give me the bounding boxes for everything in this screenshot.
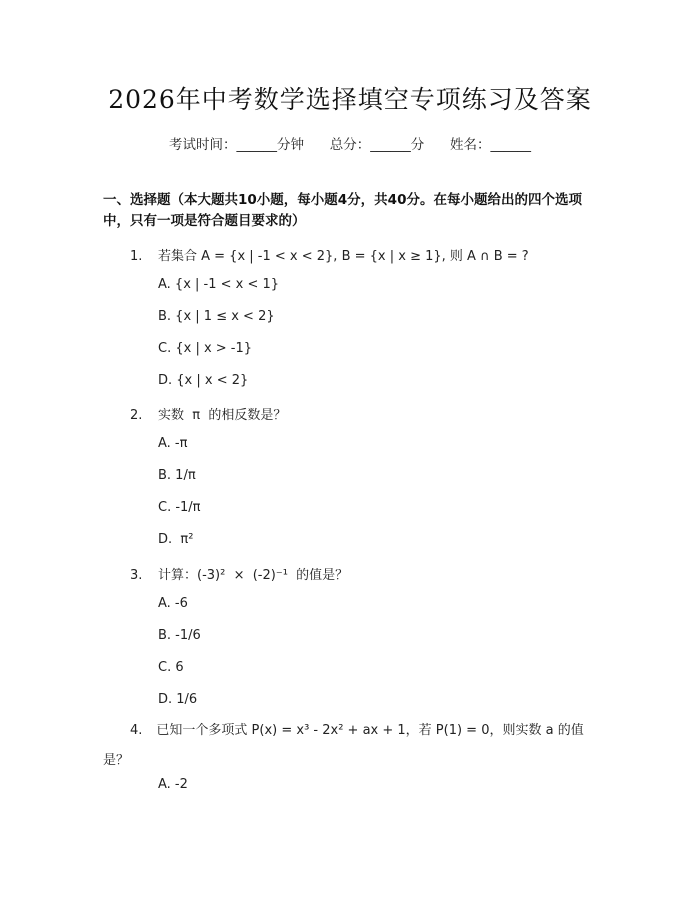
option-3a: A. -6 [158, 596, 188, 611]
section-heading: 一、选择题（本大题共10小题，每小题4分，共40分。在每小题给出的四个选项中，只有一项是符合题目要求的） [103, 192, 582, 229]
question-text: 若集合 A = {x | -1 < x < 2}, B = {x | x ≥ 1}, 则 A ∩ B = ? [158, 249, 529, 264]
option-2c: C. -1/π [158, 500, 201, 515]
question-number: 2. [130, 408, 143, 423]
option-2d: D. π² [158, 532, 194, 547]
option-1b: B. {x | 1 ≤ x < 2} [158, 309, 275, 324]
option-3c: C. 6 [158, 660, 184, 675]
page-title: 2026年中考数学选择填空专项练习及答案 [108, 85, 592, 114]
option-1c: C. {x | x > -1} [158, 341, 253, 356]
option-3d: D. 1/6 [158, 692, 198, 707]
question-3 [130, 564, 348, 583]
question-1 [130, 245, 529, 264]
option-3b: B. -1/6 [158, 628, 201, 643]
question-4 [103, 716, 588, 776]
question-number: 4. [130, 723, 143, 738]
option-2a: A. -π [158, 436, 188, 451]
question-text: 计算：(-3)² × (-2)⁻¹ 的值是？ [158, 568, 349, 583]
question-number: 3. [130, 568, 143, 583]
question-text: 已知一个多项式 P(x) = x³ - 2x² + ax + 1，若 P(1) = 0，则实数 a 的值是？ [103, 723, 584, 768]
option-4a: A. -2 [158, 777, 188, 792]
option-1d: D. {x | x < 2} [158, 373, 249, 388]
option-2b: B. 1/π [158, 468, 196, 483]
question-2 [130, 404, 286, 423]
question-number: 1. [130, 249, 143, 264]
option-1a: A. {x | -1 < x < 1} [158, 277, 280, 292]
exam-info-line: 考试时间：______分钟 总分：______分 姓名：______ [169, 137, 531, 153]
question-text: 实数 π 的相反数是？ [158, 408, 287, 423]
